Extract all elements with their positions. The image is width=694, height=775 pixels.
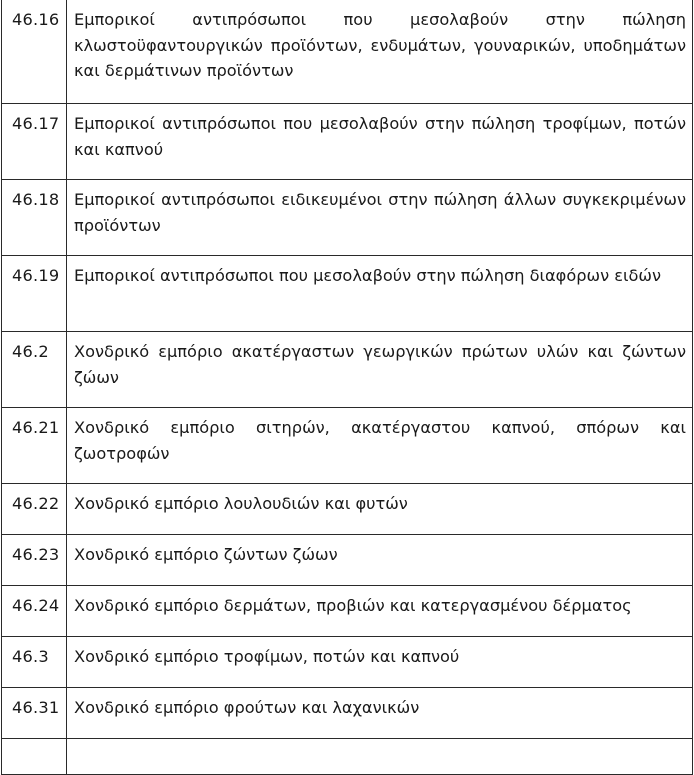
activity-description: Χονδρικό εμπόριο ακατέργαστων γεωργικών πρώτων υλών και ζώντων ζώων bbox=[67, 332, 693, 408]
table-row bbox=[2, 256, 693, 332]
activity-description: Εμπορικοί αντιπρόσωποι που μεσολαβούν στην πώληση διαφόρων ειδών bbox=[67, 256, 693, 332]
table-row bbox=[2, 586, 693, 637]
activity-description: Χονδρικό εμπόριο τροφίμων, ποτών και καπνού bbox=[67, 637, 693, 688]
table-row bbox=[2, 484, 693, 535]
activity-code-table bbox=[1, 0, 693, 775]
table-row bbox=[2, 332, 693, 408]
activity-code: 46.22 bbox=[2, 484, 67, 535]
activity-description: Χονδρικό εμπόριο φρούτων και λαχανικών bbox=[67, 688, 693, 739]
activity-description: Χονδρικό εμπόριο ζώντων ζώων bbox=[67, 535, 693, 586]
table-row bbox=[2, 0, 693, 104]
activity-code: 46.19 bbox=[2, 256, 67, 332]
activity-code: 46.31 bbox=[2, 688, 67, 739]
table-row bbox=[2, 180, 693, 256]
table-row bbox=[2, 104, 693, 180]
activity-description bbox=[67, 739, 693, 775]
activity-description: Χονδρικό εμπόριο δερμάτων, προβιών και κατεργασμένου δέρματος bbox=[67, 586, 693, 637]
activity-code: 46.3 bbox=[2, 637, 67, 688]
activity-description: Εμπορικοί αντιπρόσωποι που μεσολαβούν στην πώληση τροφίμων, ποτών και καπνού bbox=[67, 104, 693, 180]
activity-description: Εμπορικοί αντιπρόσωποι που μεσολαβούν στην πώληση κλωστοϋφαντουργικών προϊόντων, ενδυμάτων, γουναρικών, υποδημάτων και δερμάτινων προϊόντων bbox=[67, 0, 693, 104]
table-row bbox=[2, 408, 693, 484]
table-row bbox=[2, 739, 693, 775]
activity-code bbox=[2, 739, 67, 775]
activity-code: 46.16 bbox=[2, 0, 67, 104]
activity-description: Χονδρικό εμπόριο λουλουδιών και φυτών bbox=[67, 484, 693, 535]
activity-description: Χονδρικό εμπόριο σιτηρών, ακατέργαστου καπνού, σπόρων και ζωοτροφών bbox=[67, 408, 693, 484]
activity-code: 46.2 bbox=[2, 332, 67, 408]
activity-code: 46.21 bbox=[2, 408, 67, 484]
table-row bbox=[2, 535, 693, 586]
table-row bbox=[2, 688, 693, 739]
activity-code: 46.17 bbox=[2, 104, 67, 180]
activity-code: 46.18 bbox=[2, 180, 67, 256]
activity-code: 46.23 bbox=[2, 535, 67, 586]
activity-code: 46.24 bbox=[2, 586, 67, 637]
activity-description: Εμπορικοί αντιπρόσωποι ειδικευμένοι στην πώληση άλλων συγκεκριμένων προϊόντων bbox=[67, 180, 693, 256]
table-row bbox=[2, 637, 693, 688]
